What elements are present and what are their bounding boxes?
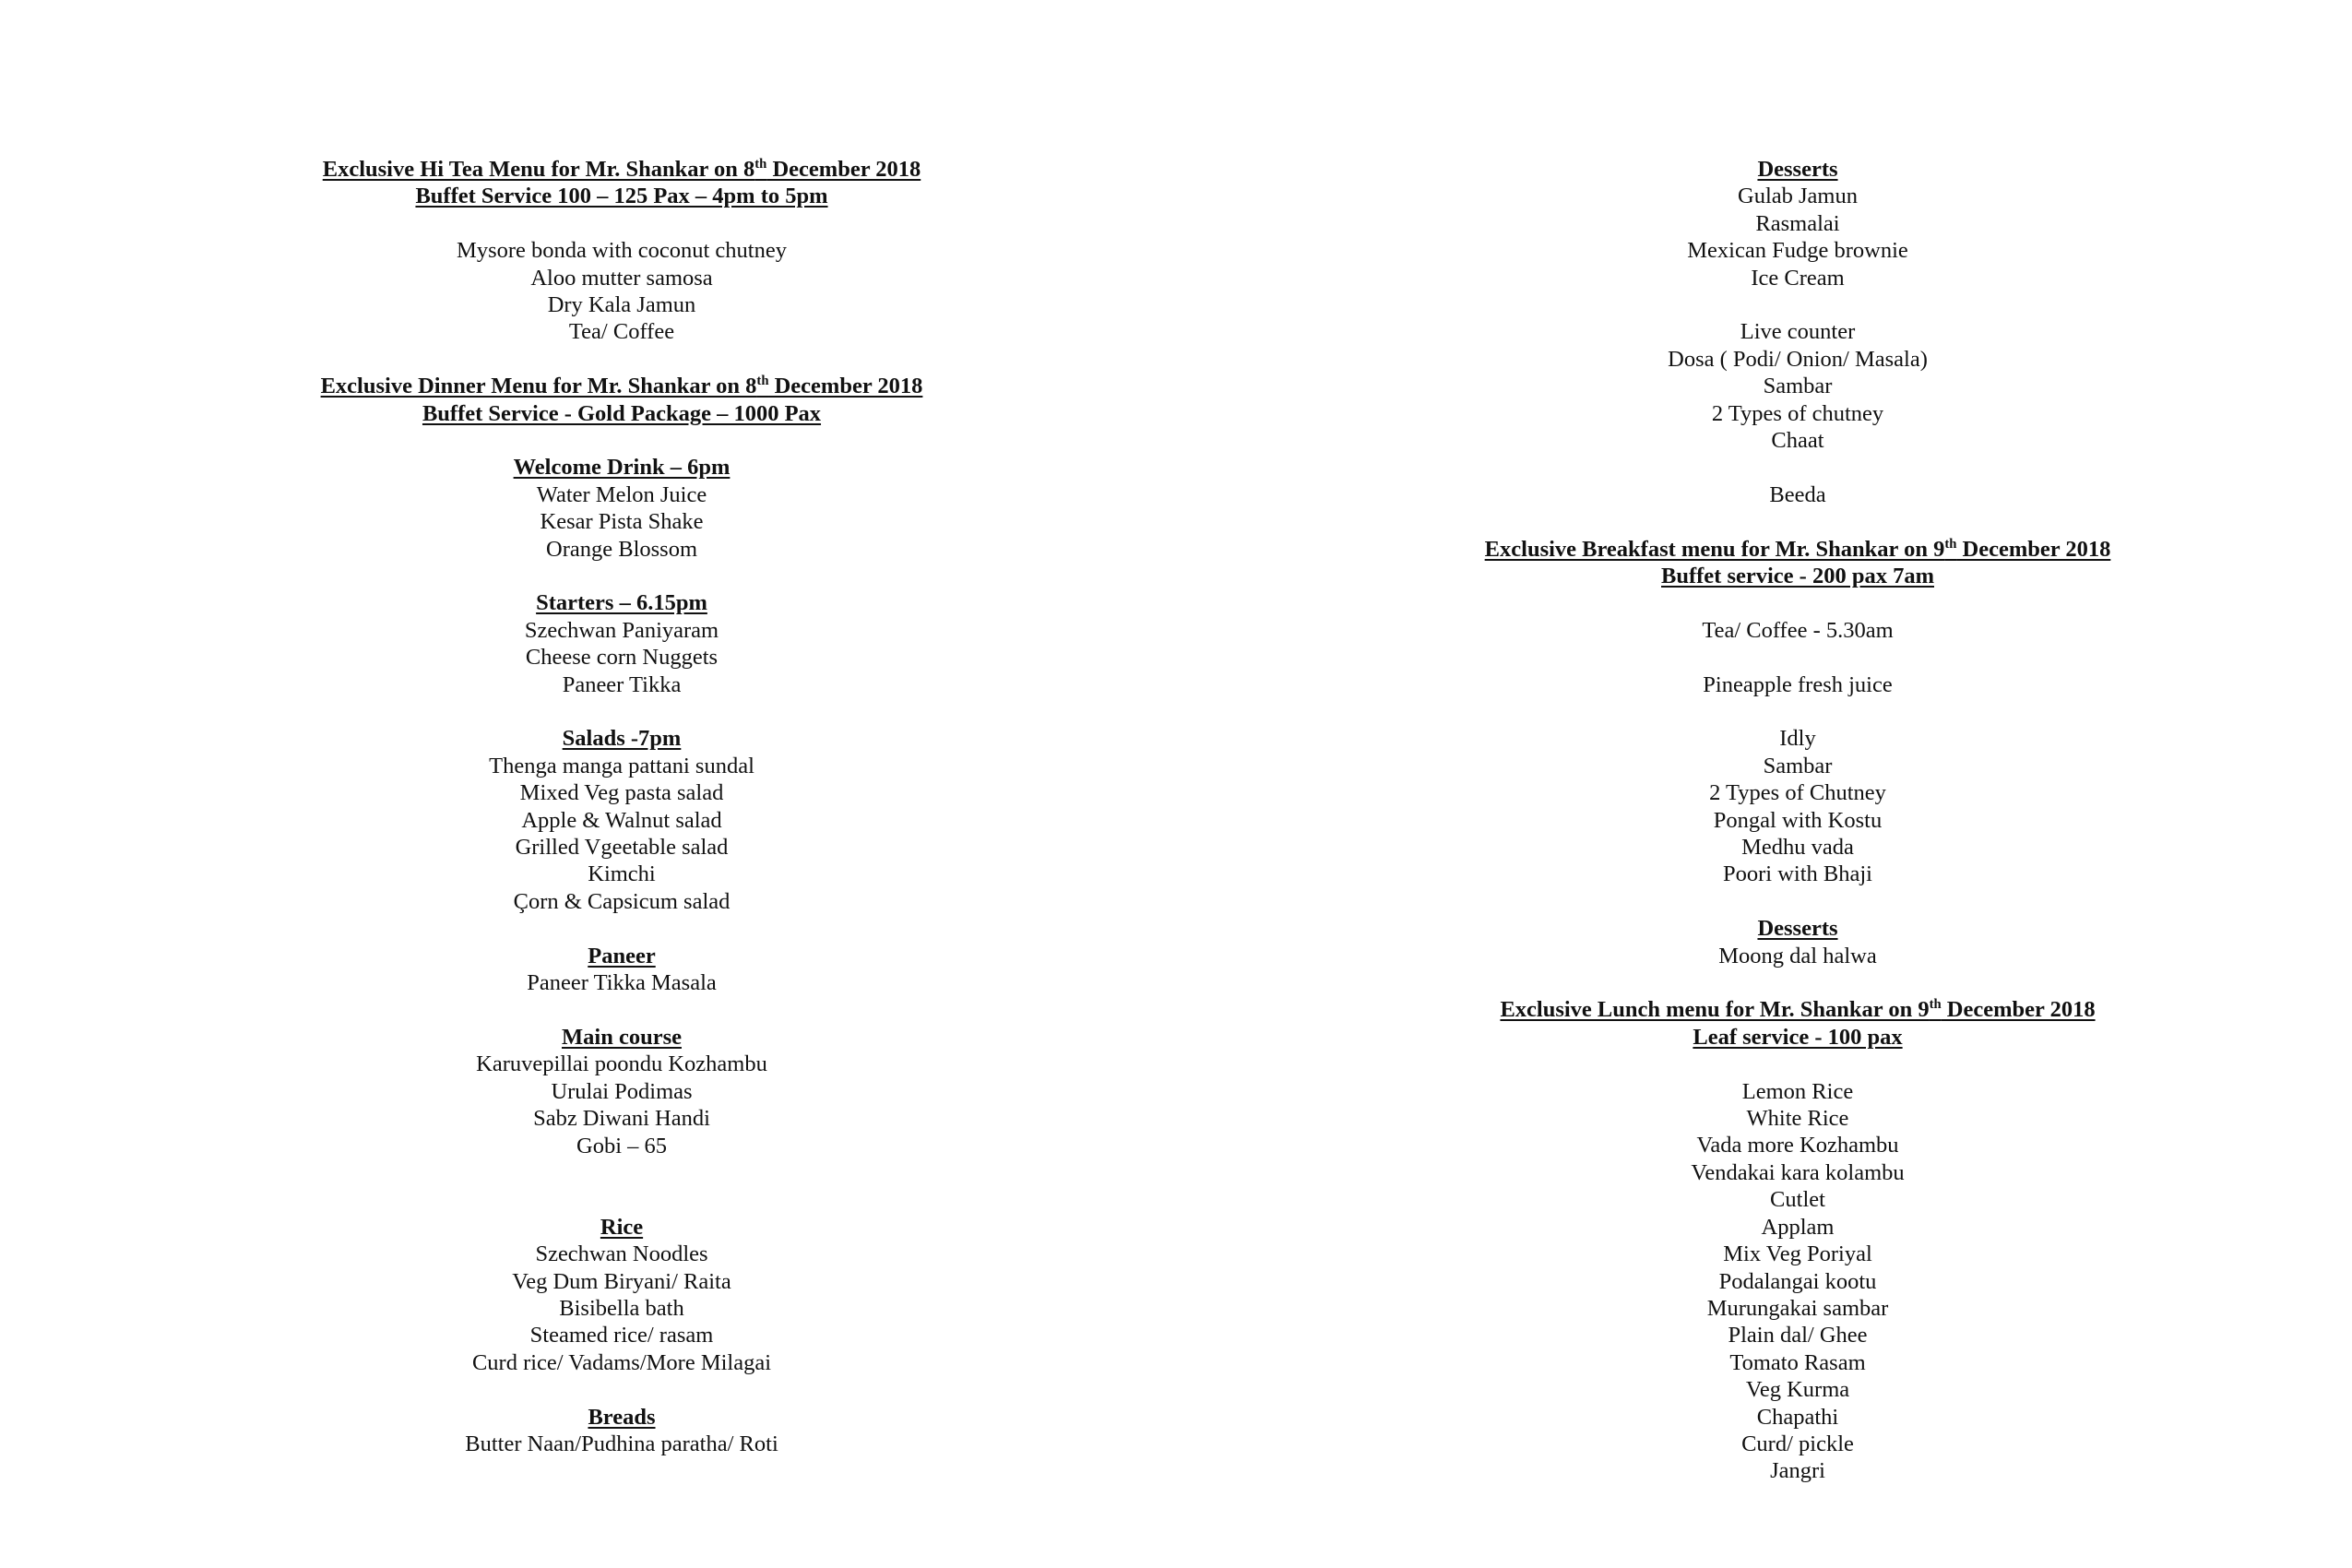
rice-item: Szechwan Noodles <box>535 1241 708 1267</box>
breakfast-menu <box>1336 536 2259 969</box>
breakfast-title-main: Exclusive Breakfast menu for Mr. Shankar on 9 <box>1484 536 1945 562</box>
salads-section <box>160 725 1083 915</box>
hitea-title-sup: th <box>754 156 767 172</box>
breakfast-item: Medhu vada <box>1741 835 1854 861</box>
dinner-title <box>160 373 1083 399</box>
paneer-item: Paneer Tikka Masala <box>527 970 717 996</box>
lunch-item: Murungakai sambar <box>1706 1295 1889 1321</box>
breakfast-title-sup: th <box>1944 536 1957 552</box>
breakfast-tea: Tea/ Coffee - 5.30am <box>1702 617 1894 643</box>
paneer-heading: Paneer <box>588 943 656 968</box>
lunch-item: Chapathi <box>1756 1404 1839 1430</box>
hitea-title-main: Exclusive Hi Tea Menu for Mr. Shankar on 8 <box>322 157 755 182</box>
hitea-menu <box>160 156 1083 346</box>
lunch-item: Veg Kurma <box>1745 1377 1850 1403</box>
paneer-section <box>160 943 1083 997</box>
breakfast-item: 2 Types of Chutney <box>1709 780 1886 806</box>
lunch-title <box>1336 996 2259 1023</box>
welcome-drink-heading: Welcome Drink – 6pm <box>513 455 731 481</box>
salads-item: Thenga manga pattani sundal <box>489 753 754 778</box>
starters-item: Cheese corn Nuggets <box>525 645 719 671</box>
welcome-drink-section <box>160 454 1083 563</box>
rice-item: Bisibella bath <box>559 1295 684 1321</box>
breakfast-subtitle: Buffet service - 200 pax 7am <box>1661 564 1934 589</box>
hitea-item: Dry Kala Jamun <box>547 292 696 318</box>
rice-section <box>160 1214 1083 1376</box>
lunch-item: Tomato Rasam <box>1729 1349 1866 1375</box>
lunch-item: Cutlet <box>1770 1187 1825 1213</box>
hitea-title <box>160 156 1083 183</box>
desserts-item: Rasmalai <box>1755 210 1840 236</box>
breakfast-desserts-heading: Desserts <box>1757 916 1838 942</box>
dinner-title-main: Exclusive Dinner Menu for Mr. Shankar on 8 <box>320 374 757 399</box>
salads-item: Grilled Vgeetable salad <box>515 835 729 861</box>
breakfast-item: Idly <box>1779 726 1816 752</box>
salads-item: Çorn & Capsicum salad <box>513 888 731 914</box>
salads-item: Apple & Walnut salad <box>521 807 722 833</box>
desserts-item: Ice Cream <box>1751 265 1845 291</box>
breakfast-item: Poori with Bhaji <box>1723 861 1872 887</box>
live-counter-section <box>1336 318 2259 454</box>
lunch-item: Vendakai kara kolambu <box>1691 1159 1905 1185</box>
salads-heading: Salads -7pm <box>562 726 682 752</box>
welcome-drink-item: Water Melon Juice <box>536 481 707 507</box>
hitea-title-tail: December 2018 <box>766 157 921 182</box>
rice-item: Curd rice/ Vadams/More Milagai <box>471 1349 772 1375</box>
lunch-item: White Rice <box>1746 1106 1849 1132</box>
welcome-drink-item: Kesar Pista Shake <box>540 509 704 535</box>
left-menu-column <box>160 156 1083 1457</box>
dinner-title-tail: December 2018 <box>768 374 923 399</box>
main-course-item: Sabz Diwani Handi <box>533 1106 710 1132</box>
dinner-title-sup: th <box>756 374 769 389</box>
rice-item: Steamed rice/ rasam <box>529 1323 714 1348</box>
salads-item: Kimchi <box>588 861 656 887</box>
breakfast-title <box>1336 536 2259 563</box>
lunch-title-main: Exclusive Lunch menu for Mr. Shankar on 9 <box>1500 997 1930 1023</box>
dinner-subtitle: Buffet Service - Gold Package – 1000 Pax <box>422 400 822 426</box>
lunch-item: Plain dal/ Ghee <box>1728 1323 1868 1348</box>
lunch-title-tail: December 2018 <box>1941 997 2096 1023</box>
starters-heading: Starters – 6.15pm <box>536 590 707 616</box>
hitea-item: Tea/ Coffee <box>568 319 675 345</box>
main-course-item: Karuvepillai poondu Kozhambu <box>476 1051 767 1077</box>
live-counter-item: Live counter <box>1740 319 1856 345</box>
breakfast-title-tail: December 2018 <box>1956 536 2111 562</box>
hitea-item: Mysore bonda with coconut chutney <box>457 238 787 264</box>
starters-item: Szechwan Paniyaram <box>524 617 719 643</box>
lunch-title-sup: th <box>1929 997 1942 1013</box>
main-course-heading: Main course <box>562 1024 682 1050</box>
live-counter-item: 2 Types of chutney <box>1711 400 1884 426</box>
hitea-item: Aloo mutter samosa <box>530 265 713 291</box>
main-course-section <box>160 1024 1083 1159</box>
desserts-section <box>1336 156 2259 291</box>
starters-section <box>160 589 1083 698</box>
lunch-item: Mix Veg Poriyal <box>1723 1241 1872 1267</box>
breakfast-desserts-item: Moong dal halwa <box>1718 943 1877 968</box>
live-counter-item: Chaat <box>1771 428 1824 454</box>
salads-item: Mixed Veg pasta salad <box>519 780 724 806</box>
rice-heading: Rice <box>600 1214 644 1240</box>
breads-section <box>160 1404 1083 1458</box>
live-counter-item: Dosa ( Podi/ Onion/ Masala) <box>1668 346 1928 372</box>
dinner-menu <box>160 373 1083 427</box>
lunch-item: Vada more Kozhambu <box>1696 1133 1899 1158</box>
welcome-drink-item: Orange Blossom <box>546 536 697 562</box>
desserts-item: Gulab Jamun <box>1738 184 1858 209</box>
starters-item: Paneer Tikka <box>562 671 682 697</box>
main-course-item: Urulai Podimas <box>551 1078 693 1104</box>
right-menu-column <box>1336 156 2259 1485</box>
breakfast-item: Pongal with Kostu <box>1713 807 1883 833</box>
lunch-item: Applam <box>1761 1214 1835 1240</box>
desserts-item: Mexican Fudge brownie <box>1687 238 1908 264</box>
lunch-item: Jangri <box>1770 1458 1825 1484</box>
beeda-item: Beeda <box>1769 481 1826 507</box>
desserts-heading: Desserts <box>1757 157 1838 182</box>
breads-heading: Breads <box>588 1404 656 1430</box>
lunch-menu <box>1336 996 2259 1484</box>
lunch-item: Curd/ pickle <box>1741 1431 1854 1456</box>
lunch-item: Lemon Rice <box>1741 1078 1854 1104</box>
lunch-subtitle: Leaf service - 100 pax <box>1693 1024 1903 1050</box>
hitea-items <box>160 237 1083 346</box>
breakfast-juice: Pineapple fresh juice <box>1703 671 1893 697</box>
live-counter-item: Sambar <box>1763 374 1833 399</box>
lunch-item: Podalangai kootu <box>1718 1268 1877 1294</box>
breads-item: Butter Naan/Pudhina paratha/ Roti <box>465 1431 778 1456</box>
breakfast-item: Sambar <box>1763 753 1833 778</box>
hitea-subtitle: Buffet Service 100 – 125 Pax – 4pm to 5pm <box>415 184 828 209</box>
main-course-item: Gobi – 65 <box>576 1133 667 1158</box>
rice-item: Veg Dum Biryani/ Raita <box>512 1268 731 1294</box>
